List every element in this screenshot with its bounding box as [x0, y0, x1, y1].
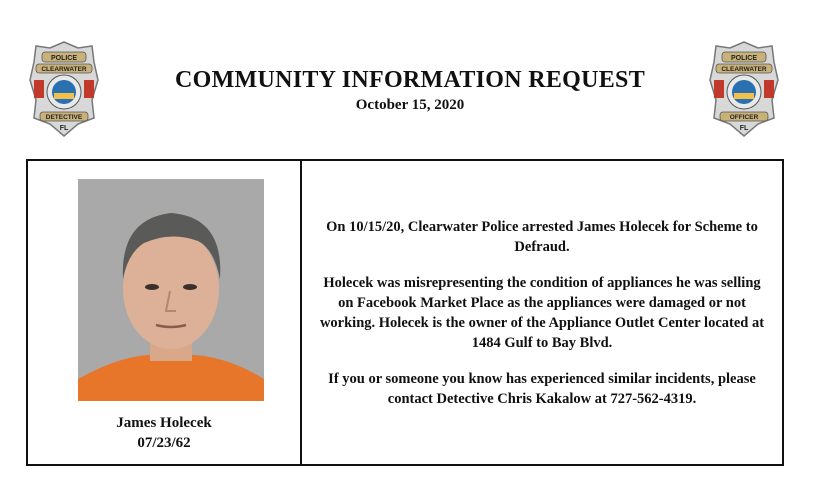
svg-text:CLEARWATER: CLEARWATER [721, 66, 767, 73]
details-panel [302, 161, 782, 464]
header [0, 66, 820, 114]
info-box [26, 159, 784, 466]
subject-dob: 07/23/62 [137, 435, 191, 451]
subject-panel [28, 161, 302, 464]
svg-text:POLICE: POLICE [50, 55, 78, 62]
subject-name: James Holecek [116, 415, 212, 431]
svg-text:FL: FL [739, 125, 749, 132]
svg-text:DETECTIVE: DETECTIVE [45, 114, 83, 121]
mugshot-photo [78, 179, 264, 401]
subject-info [28, 413, 300, 453]
svg-text:POLICE: POLICE [730, 55, 758, 62]
page-date: October 15, 2020 [355, 97, 465, 113]
contact-paragraph: If you or someone you know has experienced similar incidents, please contact Detective Chris Kakalow at 727-562-4319. [328, 370, 756, 407]
svg-text:CLEARWATER: CLEARWATER [41, 66, 87, 73]
svg-text:OFFICER: OFFICER [729, 114, 759, 121]
svg-text:FL: FL [59, 125, 69, 132]
arrest-paragraph: On 10/15/20, Clearwater Police arrested James Holecek for Scheme to Defraud. [326, 218, 758, 255]
details-paragraph: Holecek was misrepresenting the condition of appliances he was selling on Facebook Market Place as the appliances were damaged or not working. Holecek is the owner of the Appliance Outlet Center located at 1484 Gulf to Bay Blvd. [319, 274, 765, 351]
page-title: COMMUNITY INFORMATION REQUEST [174, 67, 646, 93]
